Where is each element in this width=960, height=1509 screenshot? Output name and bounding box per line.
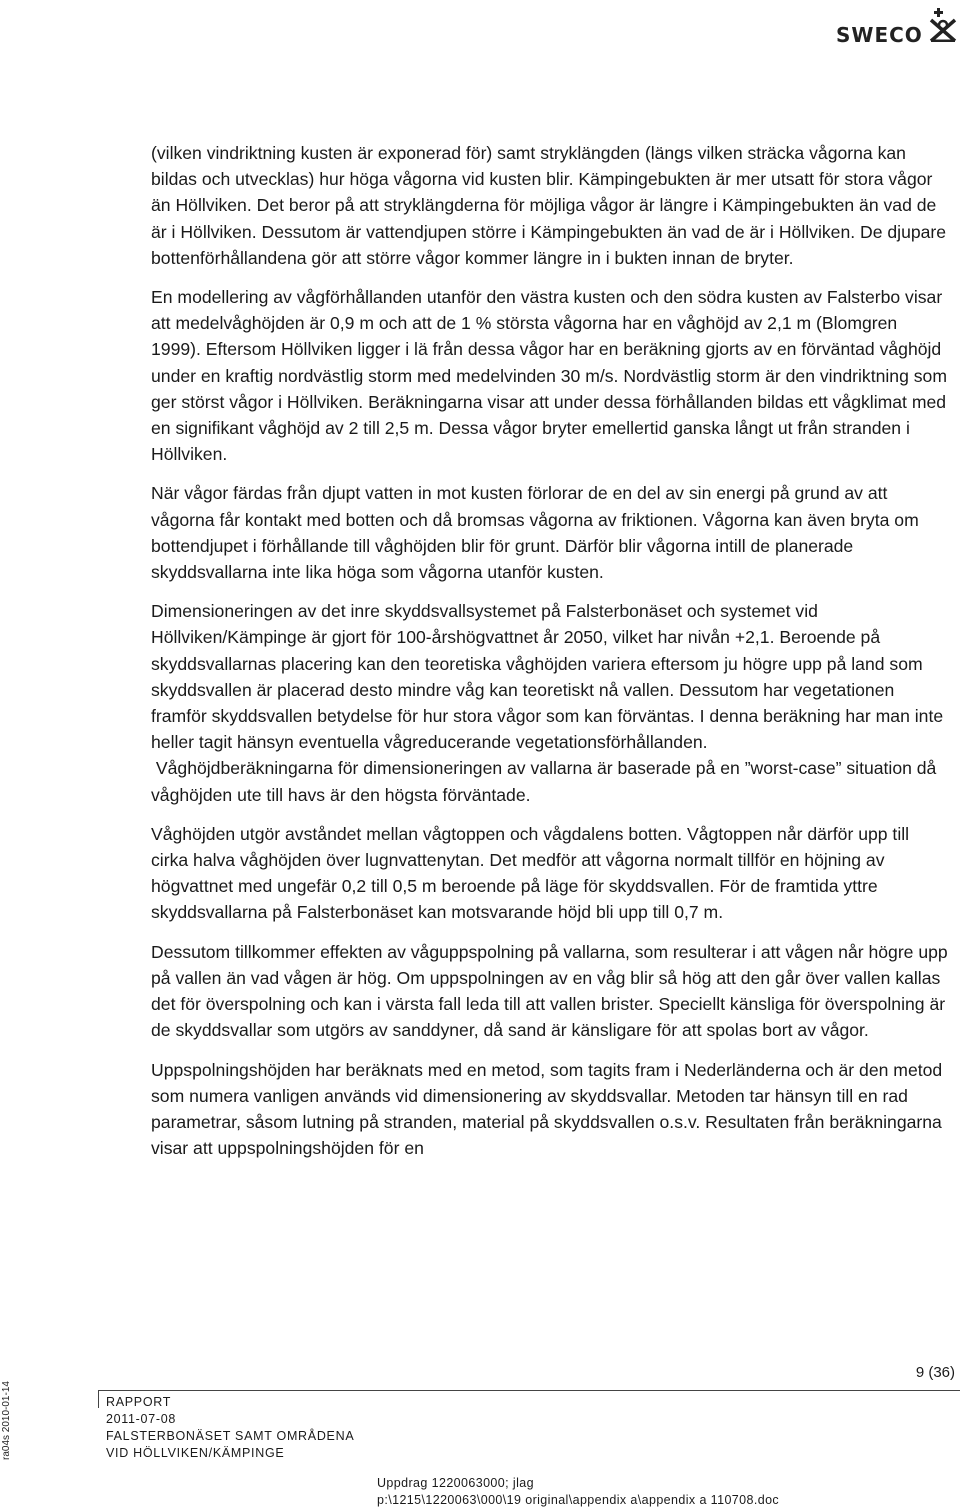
page-number: 9 (36) <box>915 1364 955 1381</box>
paragraph: Uppspolningshöjden har beräknats med en metod, som tagits fram i Nederländerna och är den metod som numera vanligen används vid dimensionering av skyddsvallar. Metoden tar hänsyn till en rad parametrar, såsom lutning på stranden, material på skyddsvallen o.s.v. Resultaten från beräkningarna visar att uppspolningshöjden för en <box>151 1059 943 1159</box>
assignment-number: Uppdrag 1220063000; jlag <box>377 1476 534 1490</box>
document-body <box>151 140 951 1174</box>
report-date: 2011-07-08 <box>106 1412 177 1426</box>
footer-divider <box>98 1390 960 1391</box>
logo-text: SWECO <box>836 23 923 47</box>
report-title-line1: FALSTERBONÄSET SAMT OMRÅDENA <box>106 1429 355 1443</box>
paragraph: (vilken vindriktning kusten är exponerad för) samt stryklängden (längs vilken sträcka vågorna kan bildas och utvecklas) hur höga vågorna vid kusten blir. Kämpingebukten är mer utsatt för stora vågor än Höllviken. Det beror på att stryklängderna för möjliga vågor är längre i Kämpingebukten än vad de är i Höllviken. Dessutom är vattendjupen större i Kämpingebukten än vad de är i Höllviken. De djupare bottenförhållandena gör att större vågor kommer längre in i bukten innan de bryter. <box>151 143 947 268</box>
report-label: RAPPORT <box>106 1395 172 1409</box>
footer-file-info <box>377 1475 779 1509</box>
paragraph: När vågor färdas från djupt vatten in mot kusten förlorar de en del av sin energi på grund av att vågorna får kontakt med botten och då bromsas vågorna av friktionen. Vågorna kan även bryta om bottendjupet i förhållande till våghöjden blir för grunt. Därför blir vågorna intill de planerade skyddsvallarna inte lika höga som vågorna utanför kusten. <box>151 483 919 583</box>
paragraph: Dimensioneringen av det inre skyddsvallsystemet på Falsterbonäset och systemet vid Höllviken/Kämpinge är gjort för 100-årshögvattnet år 2050, vilket har nivån +2,1. Beroende på skyddsvallarnas placering kan den teoretiska våghöjden variera eftersom ju högre upp på land som skyddsvallen är placerad desto mindre våg kan teoretiskt nå vallen. Dessutom har vegetationen framför skyddsvallen betydelse för hur stora vågor som kan förväntas. I denna beräkning har man inte heller tagit hänsyn eventuella vågreducerande vegetationsförhållanden. <box>151 601 944 753</box>
footer-divider-tick <box>98 1390 99 1408</box>
paragraph: Våghöjdberäkningarna för dimensioneringen av vallarna är baserade på en ”worst-case” situation då våghöjden ute till havs är den högsta förväntade. <box>151 758 942 805</box>
paragraph: Dessutom tillkommer effekten av våguppspolning på vallarna, som resulterar i att vågen når högre upp på vallen än vad vågen är hög. Om uppspolningen av en våg blir så hög att den går över vallen kallas det för överspolning och kan i värsta fall leda till att vallen brister. Speciellt känsliga för överspolning är de skyddsvallar som utgörs av sanddyner, då sand är känsligare för att spolas bort av vågor. <box>151 941 948 1041</box>
template-id: ra04s 2010-01-14 <box>1 1381 12 1460</box>
sweco-logo <box>836 8 960 46</box>
paragraph: En modellering av vågförhållanden utanför den västra kusten och den södra kusten av Falsterbo visar att medelvåghöjden är 0,9 m och att de 1 % största vågorna har en våghöjd av 2,1 m (Blomgren 1999). Eftersom Höllviken ligger i lä från dessa vågor har en beräkning gjorts av en förväntad våghöjd under en kraftig nordvästlig storm med medelvinden 30 m/s. Nordvästlig storm är den vindriktning som ger störst vågor i Höllviken. Beräkningarna visar att under dessa förhållanden bildas ett vågklimat med en signifikant våghöjd av 2 till 2,5 m. Dessa vågor bryter emellertid ganska långt ut från stranden i Höllviken. <box>151 287 947 465</box>
sweco-logo-icon <box>928 8 958 42</box>
paragraph: Våghöjden utgör avståndet mellan vågtoppen och vågdalens botten. Vågtoppen når därför upp till cirka halva våghöjden över lugnvattenytan. Det medför att vågorna normalt tillför en höjning av högvattnet med ungefär 0,2 till 0,5 m beroende på läge för skyddsvallen. För de framtida yttre skyddsvallarna på Falsterbonäset kan motsvarande höjd bli upp till 0,7 m. <box>151 823 910 923</box>
file-path: p:\1215\1220063\000\19 original\appendix a\appendix a 110708.doc <box>377 1493 780 1507</box>
footer-report-info <box>106 1394 354 1462</box>
report-title-line2: VID HÖLLVIKEN/KÄMPINGE <box>106 1446 285 1460</box>
